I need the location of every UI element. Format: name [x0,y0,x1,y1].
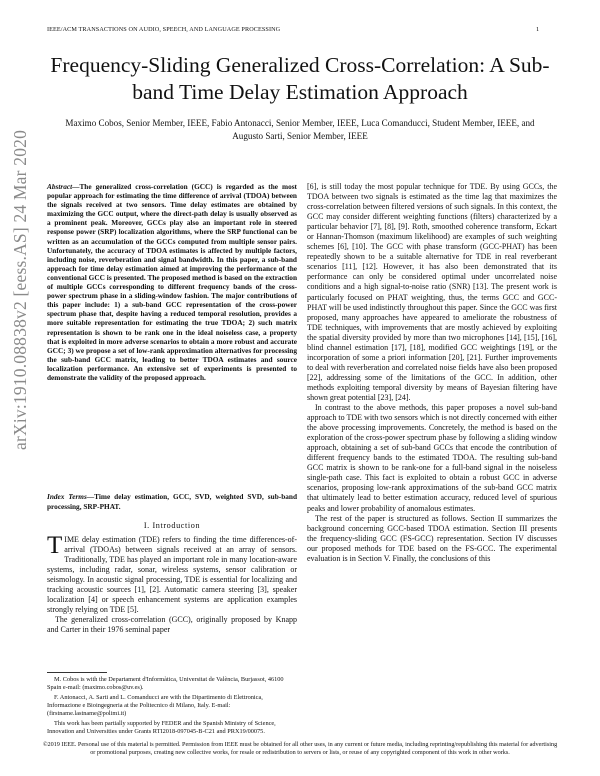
right-column-text [307,182,557,564]
abstract-text: —The generalized cross-correlation (GCC) is regarded as the most popular approach for estimating the time difference of arrival (TDOA) between the signals received at two sensors. Time delay estimates are obtained by maximizing the GCC output, where the direct-path delay is usually observed as a prominent peak. Moreover, GCCs play also an important role in steered response power (SRP) localization algorithms, where the SRP functional can be written as an accumulation of the GCCs computed from multiple sensor pairs. Unfortunately, the accuracy of TDOA estimates is affected by multiple factors, including noise, reverberation and signal bandwidth. In this paper, a sub-band approach for time delay estimation aimed at improving the performance of the conventional GCC is presented. The proposed method is based on the extraction of multiple GCCs corresponding to different frequency bands of the cross-power spectrum phase in a sliding-window fashion. The major contributions of this paper include: 1) a sub-band GCC representation of the cross-power spectrum phase that, despite having a reduced temporal resolution, provides a more suitable representation for estimating the true TDOA; 2) such matrix representation is shown to be rank one in the ideal noiseless case, a property that is exploited in more adverse scenarios to obtain a more robust and accurate GCC; 3) we propose a set of low-rank approximation alternatives for processing the sub-band GCC matrix, leading to better TDOA estimates and source localization performance. An extensive set of experiments is presented to demonstrate the validity of the proposed approach. [47,182,297,382]
intro-paragraph-1 [47,532,297,615]
right-paragraph-2: In contrast to the above methods, this paper proposes a novel sub-band approach to TDE with two sensors which is not directly concerned with either the above processing improvements. Concretely, the method is based on the exploration of the cross-power spectrum phase by following a sliding window approach, obtaining a set of sub-band GCCs that encode the contribution of different frequency bands to the estimated TDOA. The resulting sub-band GCC matrix is shown to be rank-one for a full-band signal in the noiseless single-path case. This fact is exploited to obtain a robust GCC in adverse scenarios, proposing low-rank approximations of the sub-band GCC matrix that ultimately lead to better estimation accuracy, reduced level of spurious peaks and lower probability of anomalous estimates. [307,403,557,513]
author-list: Maximo Cobos, Senior Member, IEEE, Fabio Antonacci, Senior Member, IEEE, Luca Comanducci, Student Member, IEEE, and Augusto Sarti, Senior Member, IEEE [65,118,535,141]
intro-paragraph-2: The generalized cross-correlation (GCC), originally proposed by Knapp and Carter in their 1976 seminal paper [47,615,297,634]
introduction-text [47,532,297,635]
index-terms [47,492,297,511]
footnote-funding: This work has been partially supported by FEDER and the Spanish Ministry of Science, Innovation and Universities under Grants RTI2018-097045-B-C21 and PRX19/00075. [47,720,276,735]
arxiv-stamp: arXiv:1910.08838v2 [eess.AS] 24 Mar 2020 [10,129,30,450]
right-paragraph-3: The rest of the paper is structured as follows. Section II summarizes the background concerning GCC-based TDOA estimation. Section III presents the frequency-sliding GCC (FS-GCC) representation. Section IV discusses our proposed methods for TDE based on the FS-GCC. The experimental evaluation is in Section V. Finally, the conclusions of this [307,513,557,563]
section-heading: I. Introduction [143,521,201,530]
index-terms-text: —Time delay estimation, GCC, SVD, weighted SVD, sub-band processing, SRP-PHAT. [47,492,298,511]
intro-paragraph-1-text: IME delay estimation (TDE) refers to finding the time differences-of-arrival (TDOAs) between signals received at an array of sensors. Traditionally, TDE has played an important role in many location-aware systems, including radar, sonar, wireless systems, sensor calibration or seismology. In acoustic signal processing, TDE is essential for localizing and tracking acoustic sources [1], [2]. Automatic camera steering [3], speaker localization [4] or speech enhancement systems are application examples strongly relying on TDE [5]. [47,535,297,614]
paper-title: Frequency-Sliding Generalized Cross-Correlation: A Sub-band Time Delay Estimation Approach [50,53,550,104]
footnote-affiliation-1: M. Cobos is with the Departament d'Informàtica, Universitat de València, Burjassot, 46100 Spain e-mail: (maximo.cobos@uv.es). [47,676,284,691]
abstract-label: Abstract [47,182,73,191]
footnote-affiliation-2: F. Antonacci, A. Sarti and L. Comanducci are with the Dipartimento di Elettronica, Informazione e Bioingegneria at the Politecnico di Milano, Italy. E-mail: (firstname.lastname@polimi.it) [47,694,263,717]
page-number: 1 [536,26,540,33]
copyright-notice: ©2019 IEEE. Personal use of this material is permitted. Permission from IEEE must be obtained for all other uses, in any current or future media, including reprinting/republishing this material for advertising or promotional purposes, creating new collective works, for resale or redistribution to servers or lists, or reuse of any copyrighted component of this work in other works. [42,741,558,756]
journal-header: IEEE/ACM TRANSACTIONS ON AUDIO, SPEECH, AND LANGUAGE PROCESSING [47,26,281,33]
footnote-rule [47,672,107,673]
right-paragraph-1: [6], is still today the most popular technique for TDE. By using GCCs, the TDOA between two signals is estimated as the time lag that maximizes the cross-correlation between filtered versions of such signals. In this context, the GCC may consider different weighting functions (filters) characterized by a particular behavior [7], [8], [9]. Roth, smoothed coherence transform, Eckart or Hannan-Thomson (maximum likelihood) are examples of such weighting schemes [6], [10]. The GCC with phase transform (GCC-PHAT) has been repeatedly shown to be a suitable alternative for TDE in real reverberant scenarios [11], [12]. However, it has also been demonstrated that its performance can only be considered optimal under uncorrelated noise conditions and a high signal-to-noise ratio (SNR) [13]. The present work is particularly focused on PHAT weighting, thus, the terms GCC and GCC-PHAT will be used indistinctly throughout this paper. Since the GCC was first proposed, many approaches have appeared to ameliorate the robustness of TDE techniques, with improvements that are mostly achieved by exploiting the spatial diversity provided by more than two microphones [14], [15], [16], blind channel estimation [17], [18], modified GCC weightings [19], or the incorporation of some a priori information [20], [21]. Further improvements to deal with reverberation and correlated noise fields have also been proposed [22], addressing some of the limitations of the GCC. In addition, other methods exploiting temporal diversity by means of Bayesian filtering have shown great potential [23], [24]. [307,182,557,402]
abstract [47,182,297,382]
index-terms-label: Index Terms [47,492,87,501]
drop-cap: T [47,532,63,559]
footnotes [47,676,297,738]
